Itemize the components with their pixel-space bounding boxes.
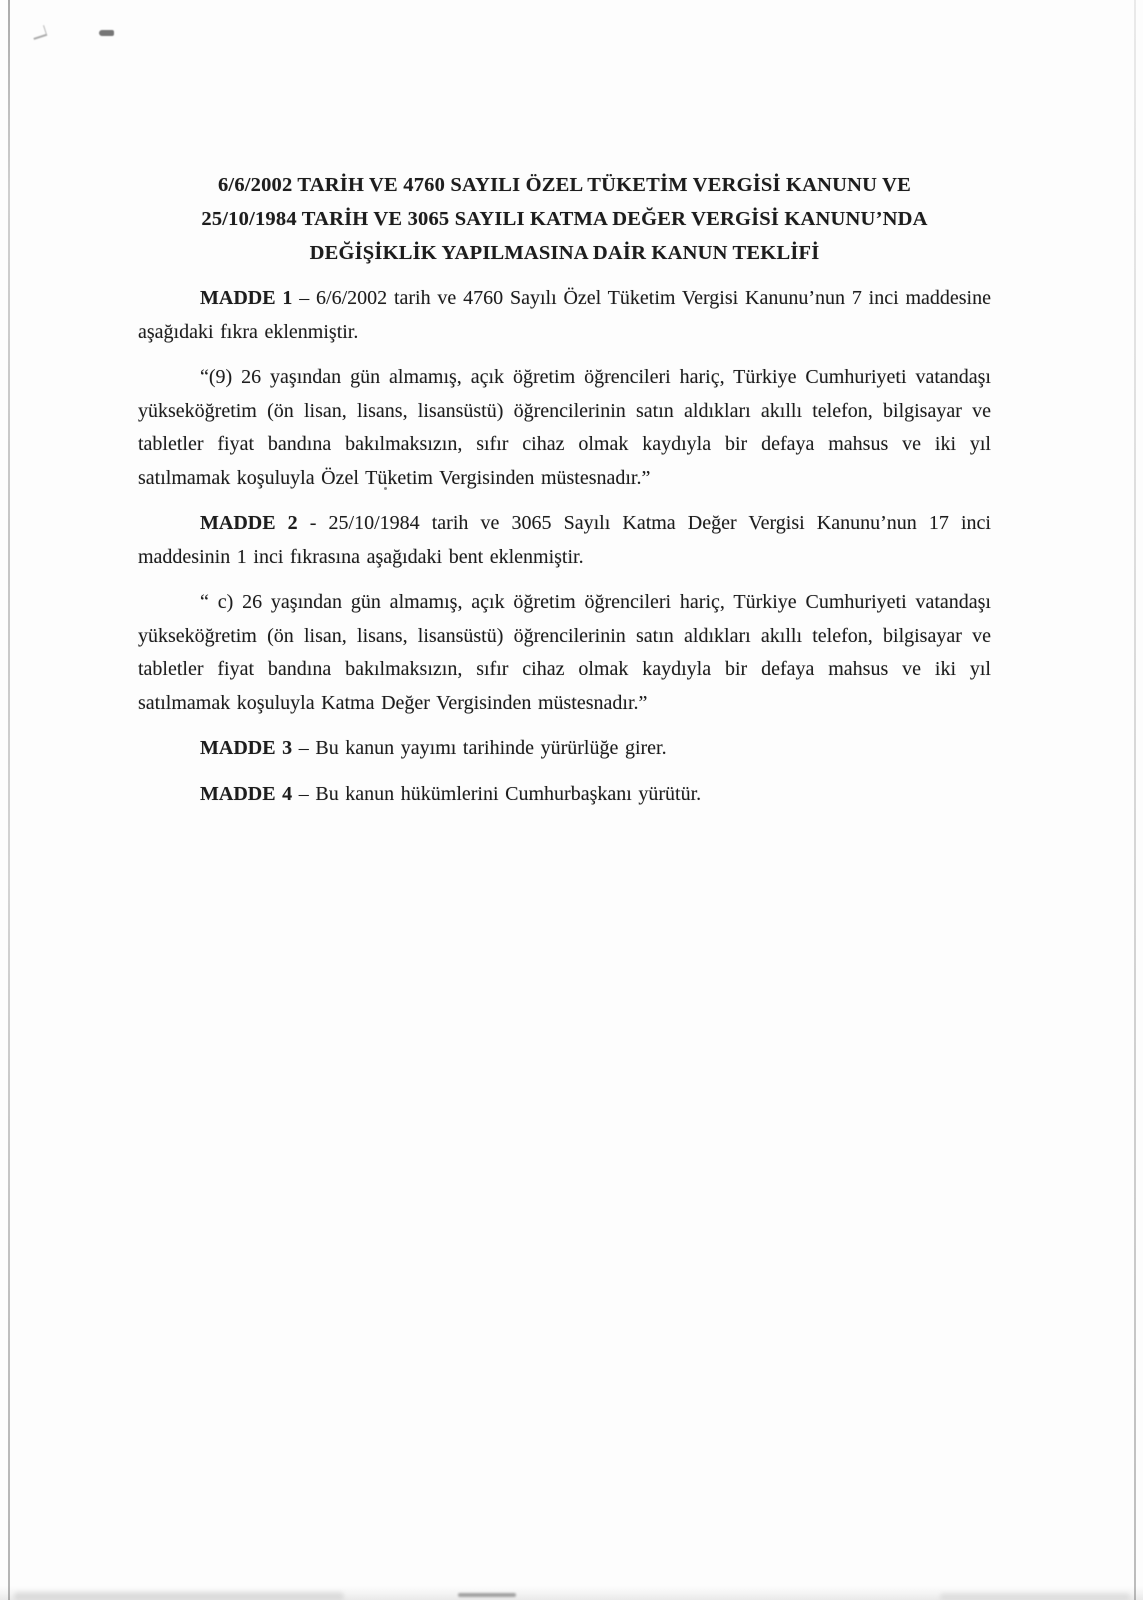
ink-smudge-top-left-1 <box>31 25 48 40</box>
paragraph-madde-2 <box>138 507 991 574</box>
paragraph-madde-4 <box>138 778 991 812</box>
title-line-1: 6/6/2002 TARİH VE 4760 SAYILI ÖZEL TÜKETİM VERGİSİ KANUNU VE <box>217 174 912 196</box>
quote-9-text: “(9) 26 yaşından gün almamış, açık öğretim öğrencileri hariç, Türkiye Cumhuriyeti vatandaşı yükseköğretim (ön lisan, lisans, lisansüstü) öğrencilerinin satın aldıkları akıllı telefon, bilgisayar ve tabletler fiyat bandına bakılmaksızın, sıfır cihaz olmak kaydıyla bir defaya mahsus ve iki yıl satılmamak koşuluyla Özel Tüketim Vergisinden müstesnadır.” <box>138 366 991 489</box>
title-line-3: DEĞİŞİKLİK YAPILMASINA DAİR KANUN TEKLİFİ <box>309 242 820 264</box>
quote-c-text: “ c) 26 yaşından gün almamış, açık öğretim öğrencileri hariç, Türkiye Cumhuriyeti vatandaşı yükseköğretim (ön lisan, lisans, lisansüstü) öğrencilerinin satın aldıkları akıllı telefon, bilgisayar ve tabletler fiyat bandına bakılmaksızın, sıfır cihaz olmak kaydıyla bir defaya mahsus ve iki yıl satılmamak koşuluyla Katma Değer Vergisinden müstesnadır.” <box>138 591 991 714</box>
paragraph-quote-c <box>138 586 991 720</box>
madde-1-text: – 6/6/2002 tarih ve 4760 Sayılı Özel Tüketim Vergisi Kanunu’nun 7 inci maddesine aşağıdaki fıkra eklenmiştir. <box>138 287 991 343</box>
scan-bottom-smudge-left <box>14 1592 344 1600</box>
madde-2-label: MADDE 2 <box>200 512 298 534</box>
document-content <box>138 168 991 811</box>
ink-smudge-top-left-2 <box>99 30 114 36</box>
scan-bottom-smudge-right <box>940 1593 1130 1600</box>
madde-3-text: – Bu kanun yayımı tarihinde yürürlüğe girer. <box>292 737 667 759</box>
paragraph-madde-3 <box>138 732 991 766</box>
madde-1-label: MADDE 1 <box>200 287 293 309</box>
title-line-2: 25/10/1984 TARİH VE 3065 SAYILI KATMA DEĞER VERGİSİ KANUNU’NDA <box>201 208 928 230</box>
paragraph-quote-9 <box>138 361 991 495</box>
madde-4-label: MADDE 4 <box>200 782 293 805</box>
scan-edge-line-right <box>1134 0 1136 1600</box>
scan-bottom-smudge-center <box>458 1593 516 1597</box>
madde-4-text: – Bu kanun hükümlerini Cumhurbaşkanı yürütür. <box>292 782 702 805</box>
scan-edge-line-left <box>8 0 10 1600</box>
paragraph-madde-1 <box>138 282 991 349</box>
document-title <box>138 168 991 270</box>
madde-2-text: - 25/10/1984 tarih ve 3065 Sayılı Katma Değer Vergisi Kanunu’nun 17 inci maddesinin 1 inci fıkrasına aşağıdaki bent eklenmiştir. <box>138 512 991 568</box>
madde-3-label: MADDE 3 <box>200 737 293 759</box>
